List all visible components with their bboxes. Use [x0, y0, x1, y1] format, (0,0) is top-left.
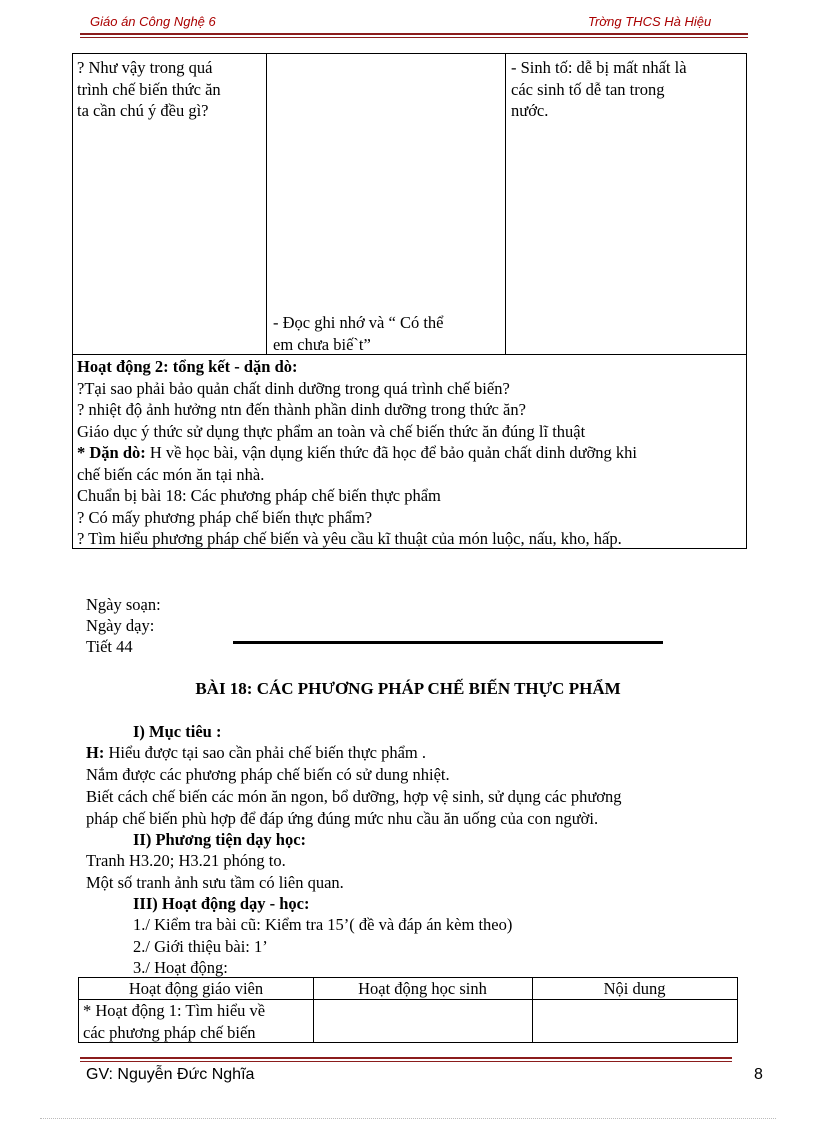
section-phuong-tien: II) Phương tiện dạy học: — [133, 830, 307, 849]
ngay-day: Ngày dạy: — [86, 616, 155, 635]
activity-table — [78, 977, 738, 1043]
footer-rule — [80, 1057, 732, 1059]
prep-line: ? Tìm hiểu phương pháp chế biến và yêu cầu kĩ thuật của món luộc, nấu, kho, hấp. — [77, 529, 622, 548]
col-divider-2 — [505, 54, 506, 354]
section-muc-tieu: I) Mục tiêu : — [133, 722, 222, 741]
dan-do-text-2: chế biến các món ăn tại nhà. — [77, 464, 265, 484]
footer-teacher: GV: Nguyễn Đức Nghĩa — [86, 1066, 255, 1083]
activity-step-3: 3./ Hoạt động: — [133, 958, 228, 977]
header-rule-thin — [80, 37, 748, 38]
activity-1-cell: * Hoạt động 1: Tìm hiểu về các phương pháp chế biến — [83, 1001, 266, 1042]
student-activity-cell: - Đọc ghi nhớ và “ Có thể em chưa biế`t” — [273, 313, 444, 354]
teacher-question-cell: ? Như vậy trong quá trình chế biến thức ăn ta cần chú ý đều gì? — [77, 58, 221, 120]
activity-table-continued — [72, 53, 747, 549]
prep-line: Chuẩn bị bài 18: Các phương pháp chế biến thực phẩm — [77, 486, 441, 505]
prep-line: ? Có mấy phương pháp chế biến thực phẩm? — [77, 507, 373, 527]
activity-step-1: 1./ Kiểm tra bài cũ: Kiểm tra 15’( đề và đáp án kèm theo) — [133, 915, 513, 934]
activity-step-2: 2./ Giới thiệu bài: 1’ — [133, 937, 268, 956]
objective-1: H: Hiểu được tại sao cần phải chế biến thực phẩm . — [86, 743, 427, 762]
header-teacher: Hoạt động giáo viên — [128, 979, 264, 998]
objective-4: pháp chế biến phù hợp để đáp ứng đúng mức nhu cầu ăn uống của con người. — [86, 809, 599, 828]
objective-3: Biết cách chế biến các món ăn ngon, bổ dưỡng, hợp vệ sinh, sử dụng các phương — [86, 787, 622, 806]
header-rule — [80, 33, 748, 35]
header-student: Hoạt động học sinh — [358, 979, 487, 998]
summary-line: ?Tại sao phải bảo quản chất dinh dưỡng trong quá trình chế biến? — [77, 378, 510, 398]
page-edge — [40, 1118, 776, 1119]
content-cell: - Sinh tố: dễ bị mất nhất là các sinh tố dễ tan trong nước. — [511, 58, 687, 120]
footer-rule-thin — [80, 1061, 732, 1062]
material-2: Một số tranh ảnh sưu tầm có liên quan. — [86, 873, 344, 892]
dan-do-label: * Dặn dò: — [77, 443, 146, 462]
lesson-title: BÀI 18: CÁC PHƯƠNG PHÁP CHẾ BIẾN THỰC PHẨM — [195, 679, 621, 698]
page-number: 8 — [754, 1066, 763, 1083]
objective-2: Nắm được các phương pháp chế biến có sử dung nhiệt. — [86, 765, 450, 784]
tiet: Tiết 44 — [86, 637, 133, 656]
title-divider — [233, 641, 663, 644]
summary-section — [77, 356, 742, 550]
section-hoat-dong: III) Hoạt động dạy - học: — [133, 894, 310, 913]
ngay-soan: Ngày soạn: — [86, 595, 161, 614]
dan-do-text: H về học bài, vận dụng kiến thức đã học để bảo quản chất dinh dưỡng khi — [145, 443, 638, 462]
section-title: Hoạt động 2: tổng kết - dặn dò: — [77, 357, 298, 376]
header-right: Trờng THCS Hà Hiệu — [588, 14, 712, 29]
summary-line: Giáo dục ý thức sử dụng thực phẩm an toàn và chế biến thức ăn đúng lĩ thuật — [77, 421, 586, 441]
summary-line: ? nhiệt độ ảnh hưởng ntn đến thành phần dinh dưỡng trong thức ăn? — [77, 400, 526, 419]
header-content: Nội dung — [603, 979, 666, 998]
col-divider-1 — [266, 54, 267, 354]
header-left: Giáo án Công Nghệ 6 — [90, 14, 216, 29]
material-1: Tranh H3.20; H3.21 phóng to. — [86, 851, 286, 870]
